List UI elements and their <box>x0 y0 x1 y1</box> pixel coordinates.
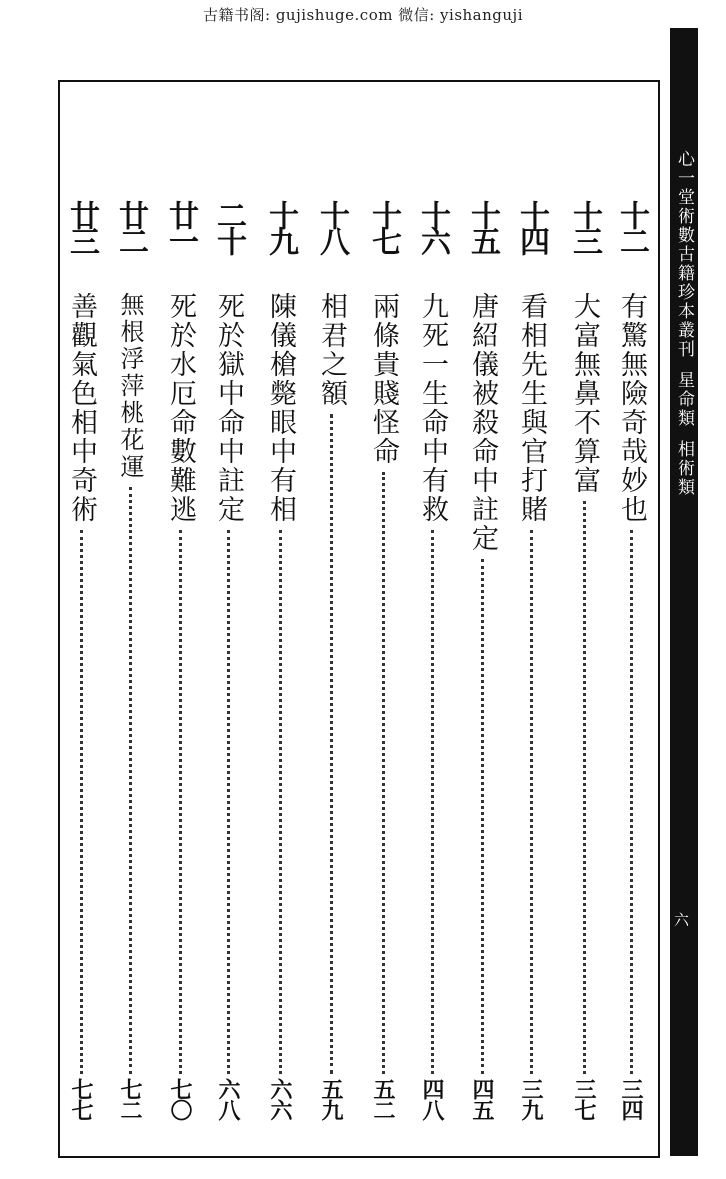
dot-leader <box>330 414 333 1074</box>
entry-title: 九死一生命中有救 <box>417 292 448 524</box>
dot-leader <box>481 559 484 1074</box>
toc-entry <box>113 200 147 1120</box>
toc-entry <box>64 200 98 1120</box>
toc-entry <box>567 200 601 1120</box>
toc-entry <box>514 200 548 1120</box>
entry-title: 唐紹儀被殺命中註定 <box>467 292 498 553</box>
series-heading <box>676 150 692 497</box>
series-category: 星命類 <box>674 371 694 428</box>
entry-page: 四八 <box>419 1078 445 1120</box>
entry-number: 二十 <box>211 200 246 252</box>
toc-entry <box>366 200 400 1120</box>
dot-leader <box>530 530 533 1074</box>
entry-title: 死於水厄命數難逃 <box>165 292 196 524</box>
watermark-text: 古籍书阁: gujishuge.com 微信: yishanguji <box>203 6 523 24</box>
entry-page: 五二 <box>370 1078 396 1120</box>
entry-number: 十六 <box>415 200 450 252</box>
entry-page: 三七 <box>571 1078 597 1120</box>
entry-page: 六六 <box>267 1078 293 1120</box>
entry-page: 四五 <box>469 1078 495 1120</box>
dot-leader <box>583 501 586 1074</box>
entry-page: 七二 <box>117 1078 143 1120</box>
entry-number: 十五 <box>465 200 500 252</box>
entry-page: 五九 <box>318 1078 344 1120</box>
entry-page: 七七 <box>68 1078 94 1120</box>
toc-entry <box>614 200 648 1120</box>
entry-page: 七〇 <box>167 1078 193 1120</box>
dot-leader <box>227 530 230 1074</box>
entry-number: 十三 <box>567 200 602 252</box>
entry-title: 善觀氣色相中奇術 <box>66 292 97 524</box>
entry-number: 十八 <box>314 200 349 252</box>
entry-page: 三九 <box>518 1078 544 1120</box>
entry-number: 十九 <box>263 200 298 252</box>
toc-entry <box>465 200 499 1120</box>
dot-leader <box>431 530 434 1074</box>
dot-leader <box>179 530 182 1074</box>
toc-entry <box>263 200 297 1120</box>
toc-entry <box>415 200 449 1120</box>
entry-number: 十四 <box>514 200 549 252</box>
entry-title: 死於獄中命中註定 <box>213 292 244 524</box>
series-subcategory: 相術類 <box>674 440 694 497</box>
entry-number: 十七 <box>366 200 401 252</box>
entry-title: 兩條貴賤怪命 <box>368 292 399 466</box>
dot-leader <box>279 530 282 1074</box>
entry-page: 三四 <box>618 1078 644 1120</box>
page-number: 六 <box>672 912 690 927</box>
entry-page: 六八 <box>215 1078 241 1120</box>
entry-title: 無根浮萍桃花運 <box>116 292 144 481</box>
entry-number: 廿二 <box>113 200 148 252</box>
series-title: 心一堂術數古籍珍本叢刊 <box>674 150 694 359</box>
entry-number: 十二 <box>614 200 649 252</box>
toc-entry <box>314 200 348 1120</box>
entry-number: 廿三 <box>64 200 99 252</box>
dot-leader <box>382 472 385 1074</box>
toc-entry <box>163 200 197 1120</box>
dot-leader <box>80 530 83 1074</box>
entry-title: 陳儀槍斃眼中有相 <box>265 292 296 524</box>
dot-leader <box>630 530 633 1074</box>
entry-number: 廿一 <box>163 200 198 252</box>
entry-title: 看相先生與官打賭 <box>516 292 547 524</box>
entry-title: 大富無鼻不算富 <box>569 292 600 495</box>
dot-leader <box>129 487 132 1074</box>
entry-title: 有驚無險奇哉妙也 <box>616 292 647 524</box>
entry-title: 相君之額 <box>316 292 347 408</box>
toc-entry <box>211 200 245 1120</box>
